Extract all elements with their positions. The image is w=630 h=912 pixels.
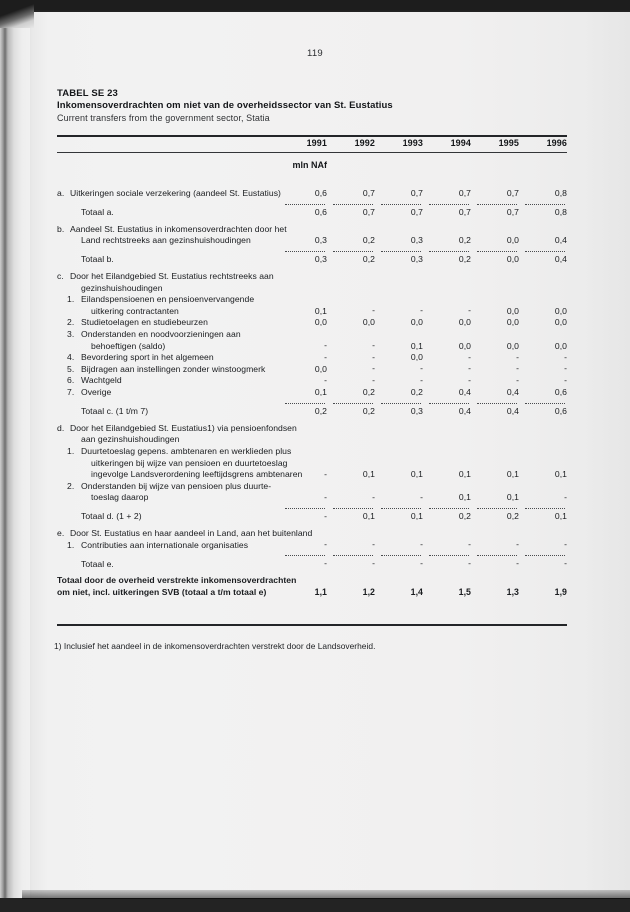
row-marker: 1. bbox=[67, 445, 75, 456]
row-label: Wachtgeld bbox=[81, 375, 122, 386]
row-marker: 1. bbox=[67, 294, 75, 305]
cell-value: 0,4 bbox=[554, 254, 567, 265]
row-label: Aandeel St. Eustatius in inkomensoverdrachten door het bbox=[70, 223, 287, 234]
cell-value: 0,0 bbox=[506, 235, 519, 246]
cell-value: - bbox=[324, 374, 327, 385]
column-separator bbox=[429, 555, 469, 556]
cell-value: 0,8 bbox=[554, 207, 567, 218]
cell-value: 0,7 bbox=[506, 188, 519, 198]
column-separator bbox=[381, 251, 421, 252]
column-header-1995: 1995 bbox=[498, 138, 519, 148]
cell-value: 0,0 bbox=[554, 317, 567, 328]
cell-value: - bbox=[372, 305, 375, 316]
cell-value: 0,3 bbox=[410, 406, 423, 417]
column-separator bbox=[333, 251, 373, 252]
cell-value: 0,1 bbox=[362, 469, 375, 480]
row-label: Contributies aan internationale organisaties bbox=[81, 539, 249, 550]
column-separator bbox=[333, 403, 373, 404]
cell-value: - bbox=[372, 491, 375, 502]
column-header-1993: 1993 bbox=[402, 138, 423, 148]
row-marker: 3. bbox=[67, 329, 75, 339]
cell-value: - bbox=[468, 363, 471, 374]
cell-value: 0,3 bbox=[314, 254, 327, 265]
cell-value: 0,2 bbox=[410, 387, 423, 397]
cell-value: 0,4 bbox=[458, 387, 471, 397]
cell-value: 0,1 bbox=[554, 511, 567, 522]
cell-value: 0,6 bbox=[314, 207, 327, 218]
cell-value: 0,0 bbox=[506, 305, 519, 316]
row-label: gezinshuishoudingen bbox=[81, 282, 163, 293]
table-title-dutch: Inkomensoverdrachten om niet van de overheidssector van St. Eustatius bbox=[57, 100, 393, 111]
row-label: ingevolge Landsverordening leeftijdsgrens ambtenaren bbox=[91, 469, 303, 480]
column-separator bbox=[333, 204, 373, 205]
cell-value: - bbox=[516, 351, 519, 362]
footnote: 1) Inclusief het aandeel in de inkomensoverdrachten verstrekt door de Landsoverheid. bbox=[54, 641, 376, 651]
cell-value: - bbox=[372, 363, 375, 374]
row-label: behoeftigen (saldo) bbox=[91, 340, 166, 351]
column-header-1996: 1996 bbox=[546, 138, 567, 148]
cell-value: 0,1 bbox=[410, 469, 423, 480]
cell-value: - bbox=[324, 351, 327, 362]
cell-value: - bbox=[324, 510, 327, 521]
cell-value: 0,6 bbox=[314, 188, 327, 198]
cell-value: - bbox=[564, 351, 567, 362]
cell-value: 0,1 bbox=[314, 305, 327, 316]
row-label: Totaal b. bbox=[81, 254, 114, 265]
cell-value: - bbox=[564, 558, 567, 569]
row-marker: 5. bbox=[67, 363, 75, 374]
cell-value: - bbox=[564, 539, 567, 550]
column-separator bbox=[525, 251, 565, 252]
cell-value: 0,6 bbox=[554, 406, 567, 417]
cell-value: 0,2 bbox=[362, 387, 375, 397]
cell-value: 0,2 bbox=[458, 254, 471, 265]
column-separator bbox=[429, 251, 469, 252]
cell-value: 0,2 bbox=[362, 235, 375, 246]
column-separator bbox=[381, 204, 421, 205]
cell-value: - bbox=[516, 558, 519, 569]
cell-value: 0,1 bbox=[362, 511, 375, 522]
row-label: om niet, incl. uitkeringen SVB (totaal a t/m totaal e) bbox=[57, 586, 267, 597]
cell-value: 0,7 bbox=[410, 207, 423, 218]
column-header-1994: 1994 bbox=[450, 138, 471, 148]
column-separator bbox=[333, 555, 373, 556]
row-label: Eilandspensioenen en pensioenvervangende bbox=[81, 294, 255, 305]
cell-value: - bbox=[372, 539, 375, 550]
cell-value: 0,1 bbox=[506, 492, 519, 503]
cell-value: - bbox=[420, 305, 423, 316]
column-separator bbox=[477, 204, 517, 205]
page-number: 119 bbox=[306, 48, 324, 59]
column-separator bbox=[381, 403, 421, 404]
row-marker: c. bbox=[57, 271, 64, 281]
cell-value: - bbox=[516, 539, 519, 550]
column-separator bbox=[525, 204, 565, 205]
row-label: Uitkeringen sociale verzekering (aandeel St. Eustatius) bbox=[70, 188, 281, 198]
cell-value: 0,2 bbox=[362, 254, 375, 265]
row-label: Door St. Eustatius en haar aandeel in Land, aan het buitenland bbox=[70, 528, 313, 538]
row-label: uitkeringen bij wijze van pensioen en duurtetoeslag bbox=[91, 457, 288, 468]
cell-value: - bbox=[324, 558, 327, 569]
cell-value: 0,2 bbox=[314, 406, 327, 417]
cell-value: - bbox=[420, 491, 423, 502]
row-label: Studietoelagen en studiebeurzen bbox=[81, 317, 208, 328]
cell-value: 0,0 bbox=[506, 254, 519, 265]
cell-value: - bbox=[516, 363, 519, 374]
column-separator bbox=[477, 555, 517, 556]
cell-value: 1,1 bbox=[314, 586, 327, 597]
column-separator bbox=[477, 251, 517, 252]
cell-value: 0,3 bbox=[410, 254, 423, 265]
cell-value: 0,1 bbox=[410, 340, 423, 351]
row-marker: 7. bbox=[67, 387, 75, 397]
cell-value: - bbox=[516, 374, 519, 385]
row-marker: a. bbox=[57, 188, 65, 198]
cell-value: - bbox=[420, 558, 423, 569]
column-separator bbox=[333, 508, 373, 509]
row-marker: 2. bbox=[67, 480, 75, 491]
cell-value: - bbox=[324, 468, 327, 479]
cell-value: 0,1 bbox=[458, 469, 471, 480]
column-header-1991: 1991 bbox=[306, 138, 327, 148]
cell-value: 0,7 bbox=[362, 188, 375, 198]
row-label: Totaal c. (1 t/m 7) bbox=[81, 406, 149, 417]
cell-value: 0,1 bbox=[410, 511, 423, 522]
cell-value: - bbox=[324, 340, 327, 351]
row-marker: b. bbox=[57, 223, 65, 234]
cell-value: - bbox=[372, 558, 375, 569]
row-label: Bijdragen aan instellingen zonder winstoogmerk bbox=[81, 363, 266, 374]
cell-value: - bbox=[372, 374, 375, 385]
cell-value: - bbox=[372, 340, 375, 351]
row-marker: 1. bbox=[67, 539, 75, 550]
cell-value: 0,0 bbox=[506, 340, 519, 351]
column-separator bbox=[285, 555, 325, 556]
cell-value: 0,4 bbox=[458, 406, 471, 417]
cell-value: 0,0 bbox=[362, 317, 375, 328]
cell-value: 0,0 bbox=[410, 317, 423, 328]
row-label: Door het Eilandgebied St. Eustatius1) via pensioenfondsen bbox=[70, 422, 297, 433]
cell-value: - bbox=[324, 491, 327, 502]
cell-value: 0,3 bbox=[410, 235, 423, 246]
row-label: Onderstanden bij wijze van pensioen plus duurte- bbox=[81, 480, 272, 491]
cell-value: - bbox=[468, 305, 471, 316]
row-label: uitkering contractanten bbox=[91, 305, 179, 316]
cell-value: - bbox=[564, 363, 567, 374]
cell-value: - bbox=[468, 539, 471, 550]
column-separator bbox=[477, 403, 517, 404]
cell-value: - bbox=[468, 351, 471, 362]
cell-value: - bbox=[420, 374, 423, 385]
row-label: Overige bbox=[81, 387, 112, 397]
cell-value: 1,4 bbox=[410, 586, 423, 597]
cell-value: 1,5 bbox=[458, 586, 471, 597]
cell-value: 0,2 bbox=[458, 511, 471, 522]
row-marker: 4. bbox=[67, 352, 75, 363]
cell-value: - bbox=[564, 491, 567, 502]
cell-value: 0,1 bbox=[458, 492, 471, 503]
cell-value: 0,2 bbox=[458, 235, 471, 246]
row-marker: d. bbox=[57, 422, 65, 433]
cell-value: 0,0 bbox=[314, 363, 327, 374]
column-separator bbox=[525, 508, 565, 509]
cell-value: 0,0 bbox=[554, 340, 567, 351]
cell-value: - bbox=[420, 363, 423, 374]
cell-value: 0,1 bbox=[554, 469, 567, 480]
table-bottom-rule bbox=[57, 624, 567, 626]
cell-value: 0,1 bbox=[506, 469, 519, 480]
row-label: Duurtetoeslag gepens. ambtenaren en werklieden plus bbox=[81, 445, 292, 456]
unit-label: mln NAf bbox=[292, 160, 327, 170]
row-label: aan gezinshuishoudingen bbox=[81, 434, 180, 445]
row-marker: 6. bbox=[67, 375, 75, 386]
row-marker: 2. bbox=[67, 317, 75, 328]
cell-value: 0,1 bbox=[314, 387, 327, 397]
column-separator bbox=[285, 204, 325, 205]
cell-value: - bbox=[468, 374, 471, 385]
cell-value: 0,2 bbox=[362, 406, 375, 417]
row-label: Bevordering sport in het algemeen bbox=[81, 352, 214, 363]
column-separator bbox=[285, 508, 325, 509]
column-header-1992: 1992 bbox=[354, 138, 375, 148]
column-separator bbox=[525, 403, 565, 404]
table-id: TABEL SE 23 bbox=[57, 88, 118, 99]
row-label: Totaal door de overheid verstrekte inkomensoverdrachten bbox=[57, 575, 297, 586]
table-header-rule bbox=[57, 152, 567, 153]
column-separator bbox=[477, 508, 517, 509]
cell-value: - bbox=[420, 539, 423, 550]
row-label: Land rechtstreeks aan gezinshuishoudingen bbox=[81, 235, 251, 246]
cell-value: - bbox=[468, 558, 471, 569]
cell-value: 1,9 bbox=[554, 586, 567, 597]
column-separator bbox=[381, 555, 421, 556]
row-label: Totaal e. bbox=[81, 558, 114, 569]
table-title-english: Current transfers from the government sector, Statia bbox=[57, 113, 270, 123]
row-label: Totaal d. (1 + 2) bbox=[81, 511, 142, 522]
cell-value: 0,7 bbox=[362, 207, 375, 218]
row-label: Totaal a. bbox=[81, 207, 114, 218]
cell-value: 0,7 bbox=[458, 207, 471, 218]
cell-value: 0,0 bbox=[506, 317, 519, 328]
cell-value: 0,7 bbox=[458, 188, 471, 198]
cell-value: 1,3 bbox=[506, 586, 519, 597]
cell-value: 0,3 bbox=[314, 235, 327, 246]
cell-value: 0,0 bbox=[458, 317, 471, 328]
table-top-rule bbox=[57, 135, 567, 137]
column-separator bbox=[285, 403, 325, 404]
column-separator bbox=[285, 251, 325, 252]
column-separator bbox=[381, 508, 421, 509]
cell-value: 0,0 bbox=[554, 305, 567, 316]
cell-value: - bbox=[564, 374, 567, 385]
cell-value: 1,2 bbox=[362, 586, 375, 597]
cell-value: 0,0 bbox=[410, 352, 423, 363]
cell-value: 0,7 bbox=[506, 207, 519, 218]
cell-value: 0,0 bbox=[314, 317, 327, 328]
column-separator bbox=[525, 555, 565, 556]
row-label: Onderstanden en noodvoorzieningen aan bbox=[81, 329, 241, 339]
column-separator bbox=[429, 204, 469, 205]
column-separator bbox=[429, 403, 469, 404]
cell-value: 0,4 bbox=[554, 235, 567, 246]
row-label: Door het Eilandgebied St. Eustatius rechtstreeks aan bbox=[70, 271, 274, 281]
cell-value: 0,8 bbox=[554, 188, 567, 198]
cell-value: - bbox=[372, 351, 375, 362]
column-separator bbox=[429, 508, 469, 509]
cell-value: - bbox=[324, 539, 327, 550]
cell-value: 0,7 bbox=[410, 188, 423, 198]
cell-value: 0,0 bbox=[458, 340, 471, 351]
cell-value: 0,2 bbox=[506, 511, 519, 522]
cell-value: 0,6 bbox=[554, 387, 567, 397]
cell-value: 0,4 bbox=[506, 387, 519, 397]
row-label: toeslag daarop bbox=[91, 492, 149, 503]
row-marker: e. bbox=[57, 528, 65, 538]
cell-value: 0,4 bbox=[506, 406, 519, 417]
